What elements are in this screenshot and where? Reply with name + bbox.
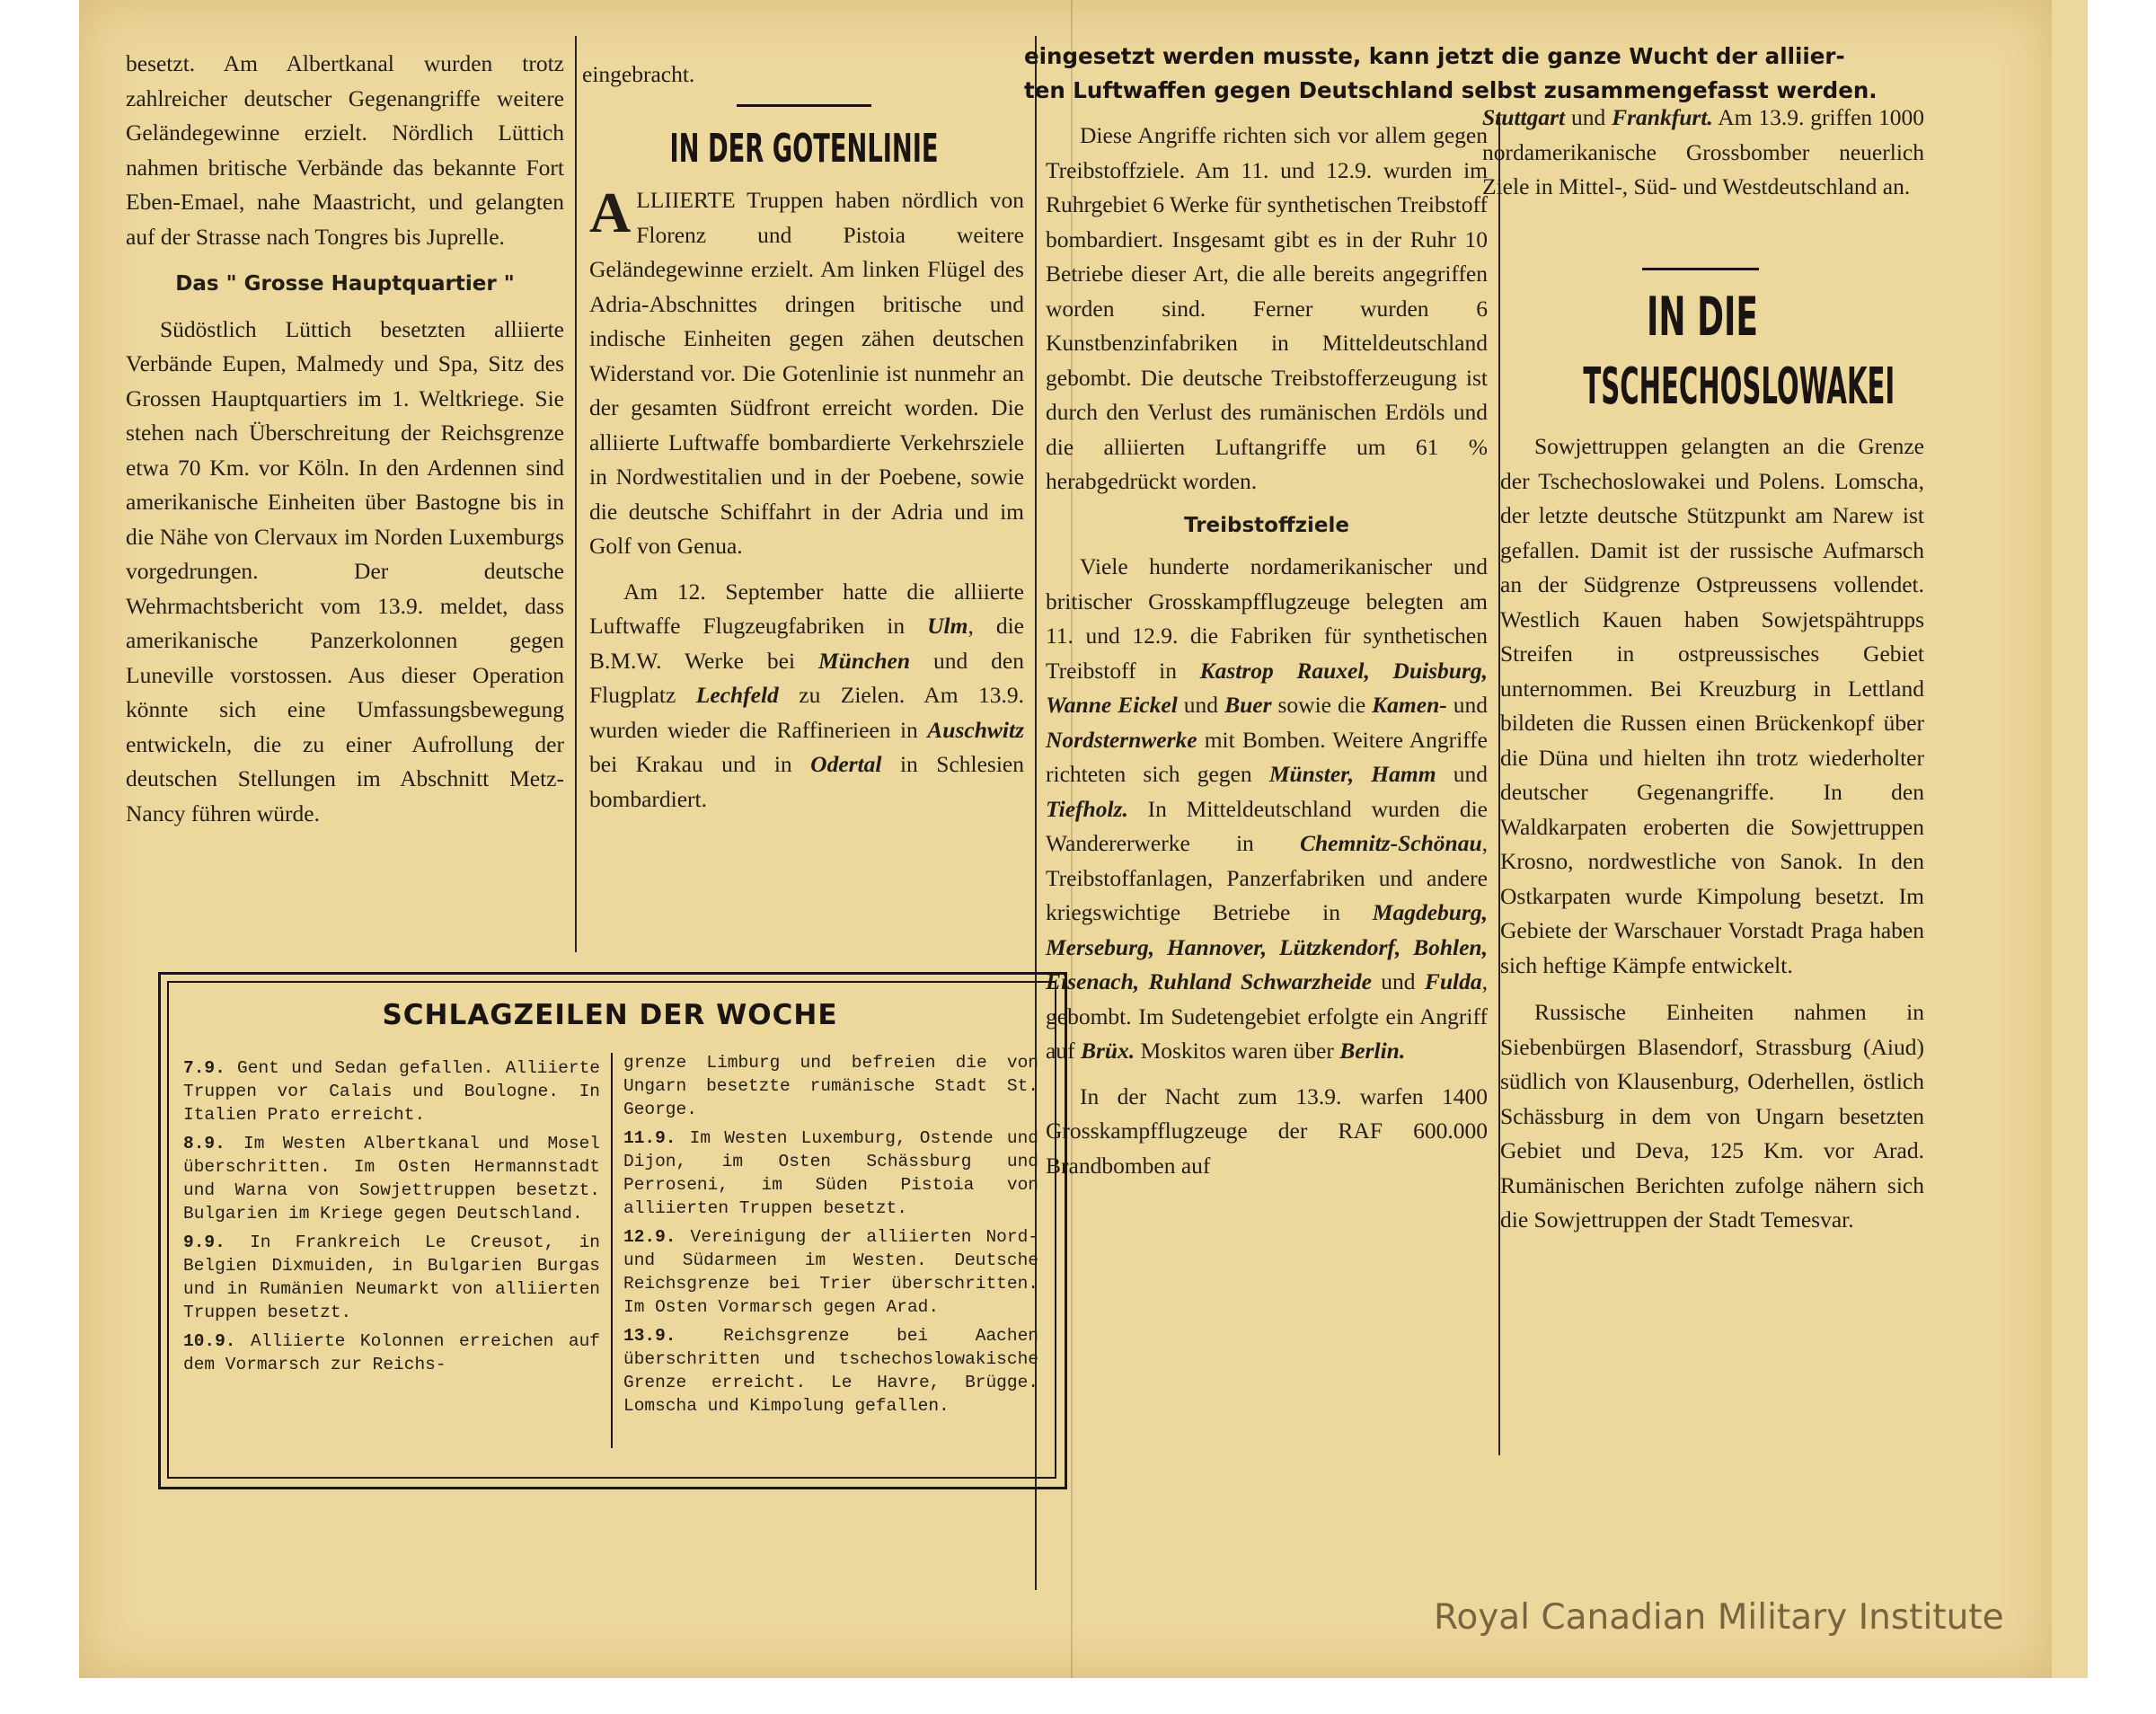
watermark: Royal Canadian Military Institute [1434,1597,2004,1638]
col1-paragraph-1: besetzt. Am Albertkanal wurden trotz zahlreicher deutscher Gegenangriffe weitere Geländegewinne erzielt. Nördlich Lüttich nahmen britische Verbände das bekannte Fort Eben-Emael, nahe Maastricht, und gelangten auf der Strasse nach Tongres bis Juprelle. [126,50,564,250]
headline-item: 10.9. Alliierte Kolonnen erreichen auf dem Vormarsch zur Reichs- [183,1331,600,1374]
headlines-box-divider [611,1053,613,1448]
banner-line-1: eingesetzt werden musste, kann jetzt die ganze Wucht der alliier- [1024,43,1845,69]
place-muenchen: München [817,647,911,674]
col3-paragraph-3: In der Nacht zum 13.9. warfen 1400 Grosskampfflugzeuge der RAF 600.000 Brandbomben auf [1046,1082,1488,1179]
col2-headline-rule [737,104,871,107]
place-lechfeld: Lechfeld [695,682,779,708]
col2-paragraph-2: Am 12. September hatte die alliierte Luftwaffe Flugzeugfabriken in Ulm, die B.M.W. Werke bei München und den Flugplatz Lechfeld zu Zielen. Am 13.9. wurden wieder die Raffinerieen in Auschwitz bei Krakau und in Odertal in Schlesien bombardiert. [589,578,1025,812]
gotenlinie-headline: IN DER GOTENLINIE [669,126,939,172]
column-rule-1 [575,36,577,952]
place-ulm: Ulm [927,613,968,639]
headline-item-continued: grenze Limburg und befreien die von Ungarn besetzte rumänische Stadt St. George. [623,1053,1038,1119]
headline-item: 13.9. Reichsgrenze bei Aachen überschritten und tschechoslowakische Grenze erreicht. Le Havre, Brügge. Lomscha und Kimpolung gefallen. [623,1326,1038,1416]
col3-subheading: Treibstoffziele [1184,513,1349,537]
tschechoslowakei-headline-2: TSCHECHOSLOWAKEI [1583,358,1895,416]
drop-cap: A [589,181,632,244]
column-1 [126,47,564,831]
col2-paragraph-1 [589,183,1024,564]
column-2 [589,183,1024,817]
headlines-right-column [623,1051,1038,1423]
col1-subheading: Das " Grosse Hauptquartier " [175,272,515,296]
banner-line-2: ten Luftwaffen gegen Deutschland selbst zusammengefasst werden. [1024,77,1878,103]
headlines-box-title: SCHLAGZEILEN DER WOCHE [382,999,838,1031]
col4-headline-rule [1642,268,1759,270]
col2-paragraph-1-text: LLIIERTE Truppen haben nördlich von Florenz und Pistoia weitere Geländegewinne erzielt. Am linken Flügel des Adria-Abschnittes dringen britische und indische Einheiten gegen zähen deutschen Widerstand vor. Die Gotenlinie ist nunmehr an der gesamten Südfront erreicht worden. Die alliierte Luftwaffe bombardierte Verkehrsziele in Nordwestitalien und in der Poebene, sowie die deutsche Schiffahrt in der Adria und im Golf von Genua. [589,187,1024,559]
col1-paragraph-2: Südöstlich Lüttich besetzten alliierte Verbände Eupen, Malmedy und Spa, Sitz des Grossen Hauptquartiers im 1. Weltkriege. Sie stehen nach Überschreitung der Reichsgrenze etwa 70 Km. vor Köln. In den Ardennen sind amerikanische Einheiten über Bastogne bis in die Nähe von Clervaux im Norden Luxemburgs vorgedrungen. Der deutsche Wehrmachtsbericht vom 13.9. meldet, dass amerikanische Panzerkolonnen gegen Luneville vorstossen. Aus dieser Operation könnte sich eine Umfassungsbewegung entwickeln, die zu einer Aufrollung der deutschen Stellungen im Abschnitt Metz-Nancy führen würde. [126,315,564,826]
place-auschwitz: Auschwitz [927,716,1024,743]
headline-item: 7.9. Gent und Sedan gefallen. Alliierte Truppen vor Calais und Boulogne. In Italien Prato erreicht. [183,1058,600,1125]
paper-edge [2052,0,2088,1678]
column-4 [1500,429,1924,1238]
col3-paragraph-2: Viele hunderte nordamerikanischer und britischer Grosskampfflugzeuge belegten am 11. und 12.9. die Fabriken für synthetischen Treibstoff in Kastrop Rauxel, Duisburg, Wanne Eickel und Buer sowie die Kamen- und Nordsternwerke mit Bomben. Weitere Angriffe richteten sich gegen Münster, Hamm und Tiefholz. In Mitteldeutschland wurden die Wandererwerke in Chemnitz-Schönau, Treibstoffanlagen, Panzerfabriken und andere kriegswichtige Betriebe in Magdeburg, Merseburg, Hannover, Lützkendorf, Bohlen, Eisenach, Ruhland Schwarzheide und Fulda, gebombt. Im Sudetengebiet erfolgte ein Angriff auf Brüx. Moskitos waren über Berlin. [1046,553,1489,1064]
tschechoslowakei-headline-1: IN DIE [1647,286,1758,349]
col2-top-text: eingebracht. [582,61,695,87]
headline-item: 9.9. In Frankreich Le Creusot, in Belgien Dixmuiden, in Bulgarien Burgas und in Rumänien Neumarkt von alliierten Truppen besetzt. [183,1232,600,1322]
headlines-left-column [183,1056,600,1382]
col3-paragraph-1: Diese Angriffe richten sich vor allem gegen Treibstoffziele. Am 11. und 12.9. wurden im Ruhrgebiet 6 Werke für synthetischen Treibstoff bombardiert. Insgesamt gibt es in der Ruhr 10 Betriebe dieser Art, die alle bereits angegriffen worden sind. Ferner wurden 6 Kunstbenzinfabriken in Mitteldeutschland gebombt. Die deutsche Treibstofferzeugung ist durch den Verlust des rumänischen Erdöls und die alliierten Luftangriffe um 61 % herabgedrückt worden. [1046,122,1488,494]
col2-top-line [582,57,852,93]
column-3 [1046,119,1488,1183]
banner-headline [1024,40,1904,108]
headline-item: 12.9. Vereinigung der alliierten Nord- und Südarmeen im Westen. Deutsche Reichsgrenze bei Trier überschritten. Im Osten Vormarsch gegen Arad. [623,1227,1038,1317]
col4-top [1482,101,1924,205]
headline-item: 11.9. Im Westen Luxemburg, Ostende und Dijon, im Osten Schässburg und Perroseni, im Süden Pistoia von alliierten Truppen besetzt. [623,1128,1038,1218]
col4-paragraph-3: Russische Einheiten nahmen in Siebenbürgen Blasendorf, Strassburg (Aiud) südlich von Klausenburg, Oderhellen, östlich Schässburg in dem von Ungarn besetzten Gebiet und Deva, 125 Km. vor Arad. Rumänischen Berichten zufolge nähern sich die Sowjettruppen der Stadt Temesvar. [1500,999,1924,1232]
col4-paragraph-1: Stuttgart und Frankfurt. Am 13.9. griffen 1000 nordamerikanische Grossbomber neuerlich Ziele in Mittel-, Süd- und Westdeutschland an. [1482,104,1925,199]
col4-paragraph-2: Sowjettruppen gelangten an die Grenze der Tschechoslowakei und Polens. Lomscha, der letzte deutsche Stützpunkt am Narew ist gefallen. Damit ist der russische Aufmarsch an der Südgrenze Ostpreussens vollendet. Westlich Kauen haben Sowjetspähtrupps Streifen in ostpreussisches Gebiet unternommen. Bei Kreuzburg in Lettland bildeten die Russen einen Brückenkopf über die Düna und hielten ihn trotz wiederholter deutscher Gegenangriffe. In den Waldkarpaten eroberten die Sowjettruppen Krosno, nordwestliche von Sanok. In den Ostkarpaten wurde Kimpolung besetzt. Im Gebiete der Warschauer Vorstadt Praga haben sich heftige Kämpfe entwickelt. [1500,433,1924,978]
headline-item: 8.9. Im Westen Albertkanal und Mosel überschritten. Im Osten Hermannstadt und Warna von Sowjettruppen besetzt. Bulgarien im Kriege gegen Deutschland. [183,1134,600,1224]
place-odertal: Odertal [810,751,882,777]
